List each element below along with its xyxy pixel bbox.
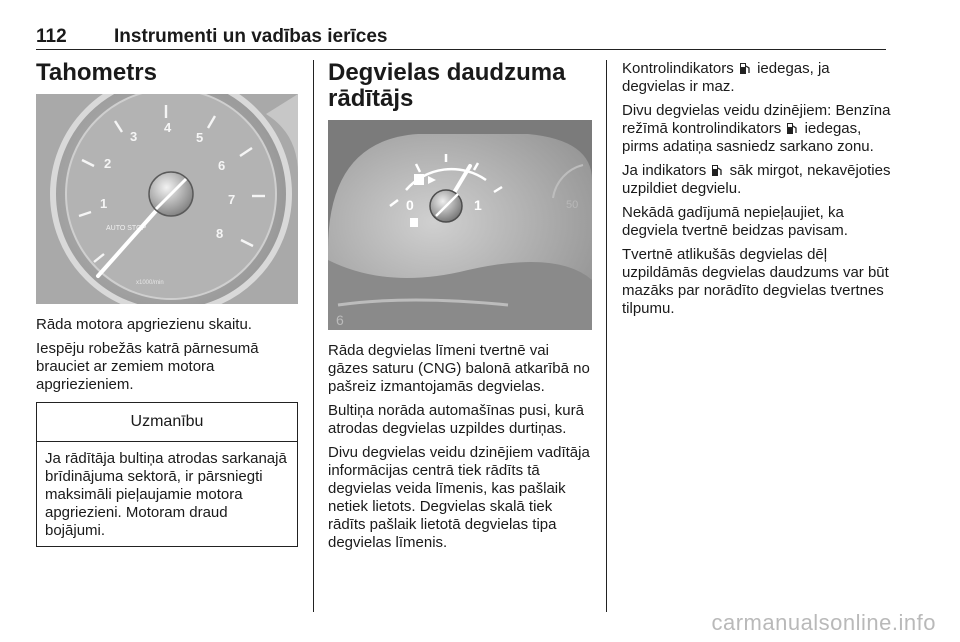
page-header [36, 24, 886, 50]
speedometer-label: 50 [566, 199, 579, 211]
tacho-label: 1 [100, 196, 108, 211]
fuel-pump-icon [787, 122, 798, 134]
fuel-gauge-image [328, 120, 592, 330]
watermark: carmanualsonline.info [711, 610, 936, 635]
paragraph: Rāda degvielas līmeni tvertnē vai gāzes saturu (CNG) balonā atkarībā no pašreiz izmantojamās degvielas. [328, 342, 590, 395]
paragraph: Bultiņa norāda automašīnas pusi, kurā atrodas degvielas uzpildes durtiņas. [328, 402, 584, 437]
column-divider [313, 60, 314, 612]
column-divider [606, 60, 607, 612]
corner-gauge-label: 6 [336, 312, 344, 328]
section-heading-fuel-gauge: Degvielas daudzuma rādītājs [328, 59, 566, 112]
tacho-label: 8 [216, 226, 224, 241]
tachometer-image [36, 94, 298, 304]
text-span: Divu degvielas veidu dzinējiem: Benzīna režīmā kontrolindikators [622, 102, 891, 137]
tacho-label: 7 [228, 192, 236, 207]
paragraph: Rāda motora apgriezienu skaitu. [36, 316, 252, 333]
paragraph: Tvertnē atlikušās degvielas dēļ uzpildāmās degvielas daudzums var būt mazāks par norādīto degvielas tvertnes tilpumu. [622, 246, 889, 317]
text-span: Kontrolindikators [622, 60, 734, 77]
column-fuel-gauge [328, 60, 592, 558]
text-span: Ja indikators [622, 162, 707, 179]
paragraph [622, 102, 892, 156]
chapter-title: Instrumenti un vadības ierīces [114, 26, 388, 47]
paragraph: Nekādā gadījumā nepieļaujiet, ka degviela tvertnē beidzas pavisam. [622, 204, 848, 239]
paragraph [622, 60, 892, 96]
tacho-label: 2 [104, 156, 112, 171]
tacho-label: 3 [130, 129, 138, 144]
paragraph: Divu degvielas veidu dzinējiem vadītāja informācijas centrā tiek rādīts tā degvielas veida līmenis, kas pašlaik netiek lietots. Degvielas skalā tiek rādīts pašlaik lietotā degvielas tipa degvielas līmenis. [328, 444, 590, 551]
text-span: iedegas, pirms adatiņa sasniedz sarkano zonu. [622, 120, 874, 155]
fuel-gauge-full-label: 1 [474, 197, 482, 213]
caution-box [36, 402, 298, 547]
text-span: sāk mirgot, nekavējoties uzpildiet degvielu. [622, 162, 891, 197]
tacho-label: 4 [164, 120, 172, 135]
page-number: 112 [36, 26, 67, 47]
paragraph [622, 162, 892, 198]
fuel-gauge-empty-label: 0 [406, 197, 414, 213]
caution-text: Ja rādītāja bultiņa atrodas sarkanajā brīdinājuma sektorā, ir pārsniegti maksimāli pieļaujamie motora apgriezieni. Motoram draud bojājumi. [45, 450, 287, 539]
caution-title: Uzmanību [37, 403, 297, 442]
tacho-unit-label: x1000/min [136, 280, 164, 286]
auto-stop-label: AUTO STOP [106, 225, 147, 232]
fuel-pump-icon [740, 62, 751, 74]
text-span: iedegas, ja degvielas ir maz. [622, 60, 830, 95]
column-tachometer [36, 60, 298, 547]
tacho-label: 5 [196, 130, 204, 145]
paragraph: Iespēju robežās katrā pārnesumā brauciet ar zemiem motora apgriezieniem. [36, 340, 259, 393]
column-fuel-indicator [622, 60, 892, 324]
fuel-pump-icon [712, 164, 723, 176]
tacho-label: 6 [218, 158, 226, 173]
section-heading-tachometer: Tahometrs [36, 59, 157, 86]
